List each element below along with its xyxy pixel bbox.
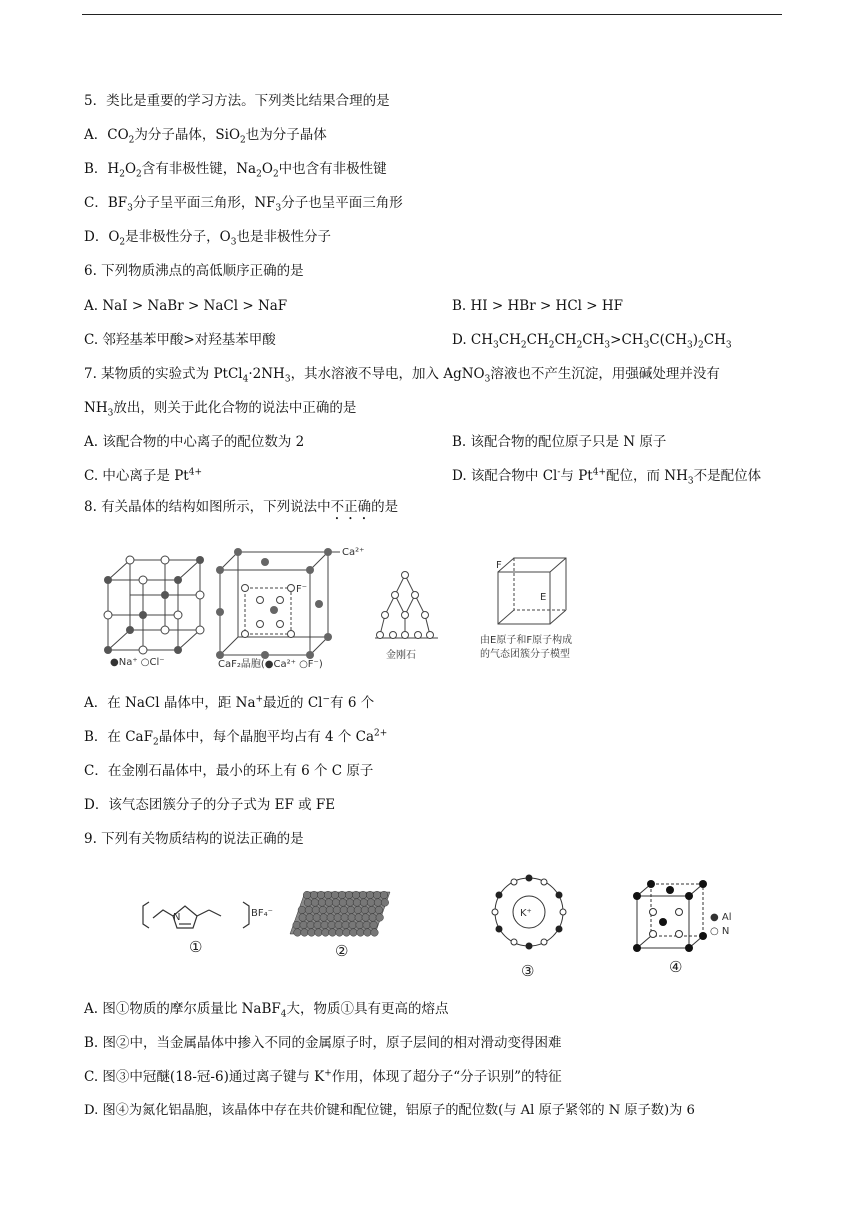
cluster-f-label: F	[496, 560, 502, 571]
crown-ether-k-label: K⁺	[520, 908, 532, 919]
nacl-label: ●Na⁺ ○Cl⁻	[110, 657, 165, 668]
metal-atom	[380, 891, 388, 899]
q6-stem: 6. 下列物质沸点的高低顺序正确的是	[84, 263, 304, 279]
q9-stem: 9. 下列有关物质结构的说法正确的是	[84, 831, 304, 847]
metal-atom	[321, 921, 329, 929]
metal-atom	[334, 914, 342, 922]
metal-atom	[381, 899, 389, 907]
q8-crystal-figures	[100, 540, 600, 670]
metal-atom	[376, 914, 384, 922]
caf2-label: CaF₂晶胞(●Ca²⁺ ○F⁻)	[218, 659, 323, 670]
q8-option-b: B．在 CaF$_2$晶体中，每个晶胞平均占有 4 个 $Ca^{2+}$	[84, 728, 388, 748]
q7-stem-line1: 7. 某物质的实验式为 $PtCl_4\cdot 2NH_3$，其水溶液不导电，加入 AgNO$_3$溶液也不产生沉淀，用强碱处理并没有	[84, 366, 720, 385]
q8-option-c: C．在金刚石晶体中，最小的环上有 6 个 C 原子	[84, 763, 374, 779]
q6-option-d: D. $CH_3CH_2CH_2CH_2CH_3>CH_3C(CH_3)_2CH_3$	[452, 332, 732, 351]
aln-cell-figure	[633, 880, 707, 952]
metal-atom	[359, 891, 367, 899]
q8-option-a: A．在 NaCl 晶体中，距 Na+最近的 Cl−有 6 个	[84, 694, 375, 711]
metal-atom	[346, 899, 354, 907]
metal-atom	[327, 914, 335, 922]
q9-option-d: D. 图④为氮化铝晶胞，该晶体中存在共价键和配位键，铝原子的配位数(与 Al 原子紧邻的 N 原子数)为 6	[84, 1103, 695, 1118]
header-rule	[82, 14, 782, 15]
ionic-liquid-figure	[143, 902, 249, 928]
q5-option-d: D．$O_2$是非极性分子，$O_3$也是非极性分子	[84, 229, 331, 248]
metal-atom	[310, 891, 318, 899]
metal-atom	[370, 921, 378, 929]
metal-atom	[326, 906, 334, 914]
metal-atom	[345, 891, 353, 899]
metal-atom	[294, 929, 302, 937]
metal-atom	[362, 914, 370, 922]
aln-n-label: ○ N	[710, 926, 730, 937]
cluster-label-line2: 的气态团簇分子模型	[480, 649, 570, 660]
metal-atom	[360, 899, 368, 907]
aln-al-label: ● Al	[710, 912, 732, 923]
metal-atom	[300, 921, 308, 929]
metal-atom	[364, 929, 372, 937]
metal-atom	[312, 906, 320, 914]
metal-atom	[314, 921, 322, 929]
metal-atom	[335, 921, 343, 929]
q6-option-c: C. 邻羟基苯甲酸>对羟基苯甲酸	[84, 332, 276, 348]
q9-option-a: A. 图①物质的摩尔质量比 NaBF$_4$大，物质①具有更高的熔点	[84, 1001, 449, 1020]
metal-atom	[311, 899, 319, 907]
metal-atom	[299, 914, 307, 922]
caf2-f-label: F⁻	[296, 584, 308, 595]
metal-atom	[325, 899, 333, 907]
metal-atom	[331, 891, 339, 899]
q5-option-c: C．$BF_3$分子呈平面三角形，$NF_3$分子也呈平面三角形	[84, 195, 403, 214]
metal-atom	[342, 921, 350, 929]
metal-atom	[332, 899, 340, 907]
q8-option-d: D．该气态团簇分子的分子式为 EF 或 FE	[84, 797, 336, 813]
metal-atom	[374, 899, 382, 907]
metal-atom	[305, 906, 313, 914]
metal-atom	[324, 891, 332, 899]
metal-atom	[318, 899, 326, 907]
metal-atom	[319, 906, 327, 914]
metal-atom	[349, 921, 357, 929]
metal-atom	[366, 891, 374, 899]
q7-option-b: B. 该配合物的配位原子只是 N 原子	[452, 434, 667, 450]
metal-atom	[341, 914, 349, 922]
nacl-lattice-figure	[104, 556, 204, 654]
metal-atom	[356, 921, 364, 929]
metal-atom	[363, 921, 371, 929]
q6-option-a: A. NaI > NaBr > NaCl > NaF	[84, 298, 288, 314]
q6-option-b: B. HI > HBr > HCl > HF	[452, 298, 623, 314]
metal-atom	[357, 929, 365, 937]
metal-atom	[339, 899, 347, 907]
fig-4-number: ④	[669, 958, 683, 976]
metal-atom	[329, 929, 337, 937]
metal-atom	[350, 929, 358, 937]
metal-atom	[293, 921, 301, 929]
q5-option-a: A．$CO_2$为分子晶体，SiO$_2$也为分子晶体	[84, 127, 327, 146]
metal-atom	[313, 914, 321, 922]
q8-stem: 8. 有关晶体的结构如图所示，下列说法中不正确的是	[84, 499, 399, 515]
q5-stem: 5．类比是重要的学习方法。下列类比结果合理的是	[84, 93, 390, 109]
metal-atom	[320, 914, 328, 922]
fig-3-number: ③	[521, 962, 535, 980]
metal-atom	[315, 929, 323, 937]
cluster-e-label: E	[540, 592, 547, 603]
ionic-liquid-n-label: N	[173, 912, 181, 923]
metal-atom	[352, 891, 360, 899]
caf2-cell-figure	[216, 548, 340, 659]
metal-atom	[371, 929, 379, 937]
metal-atom	[375, 906, 383, 914]
metal-atom	[355, 914, 363, 922]
metal-atom	[353, 899, 361, 907]
metal-atom	[322, 929, 330, 937]
metal-atom	[301, 929, 309, 937]
metal-atom	[298, 906, 306, 914]
metal-atom	[367, 899, 375, 907]
metal-atom	[308, 929, 316, 937]
metal-atom	[347, 906, 355, 914]
metal-atom	[343, 929, 351, 937]
metal-atom	[348, 914, 356, 922]
metal-atom	[369, 914, 377, 922]
q7-option-d: D. 该配合物中 Cl-与 $Pt^{4+}$配位，而 $NH_3$不是配位体	[452, 467, 762, 487]
metal-atom	[304, 899, 312, 907]
q7-option-c: C. 中心离子是 $Pt^{4+}$	[84, 467, 203, 484]
q9-structure-figures	[135, 872, 755, 984]
metal-atom	[307, 921, 315, 929]
q7-option-a: A. 该配合物的中心离子的配位数为 2	[84, 434, 305, 450]
q7-stem-line2: $NH_3$放出，则关于此化合物的说法中正确的是	[84, 400, 357, 419]
diamond-label: 金刚石	[386, 650, 416, 661]
metal-atom	[328, 921, 336, 929]
metal-atom	[303, 891, 311, 899]
ionic-liquid-bf4-label: BF₄⁻	[251, 908, 273, 919]
metal-atom	[333, 906, 341, 914]
q5-option-b: B．$H_2O_2$含有非极性键，$Na_2O_2$中也含有非极性键	[84, 161, 387, 180]
metal-atom	[373, 891, 381, 899]
cluster-label-line1: 由E原子和F原子构成	[480, 635, 573, 646]
metal-atom	[340, 906, 348, 914]
fig-2-number: ②	[335, 942, 349, 960]
fig-1-number: ①	[189, 938, 203, 956]
metal-atom	[338, 891, 346, 899]
metal-atom	[361, 906, 369, 914]
caf2-ca-label: Ca²⁺	[342, 547, 365, 558]
diamond-figure	[375, 572, 438, 639]
metal-atom	[306, 914, 314, 922]
q9-option-b: B. 图②中，当金属晶体中掺入不同的金属原子时，原子层间的相对滑动变得困难	[84, 1035, 562, 1051]
metal-atom	[317, 891, 325, 899]
metal-atom	[336, 929, 344, 937]
q9-option-c: C. 图③中冠醚(18-冠-6)通过离子键与 K+作用，体现了超分子“分子识别”的特征	[84, 1068, 562, 1085]
metal-atom	[368, 906, 376, 914]
q8-stem-emphasis: 不正确	[330, 499, 372, 515]
cluster-molecule-figure	[498, 558, 566, 624]
metal-atom	[354, 906, 362, 914]
